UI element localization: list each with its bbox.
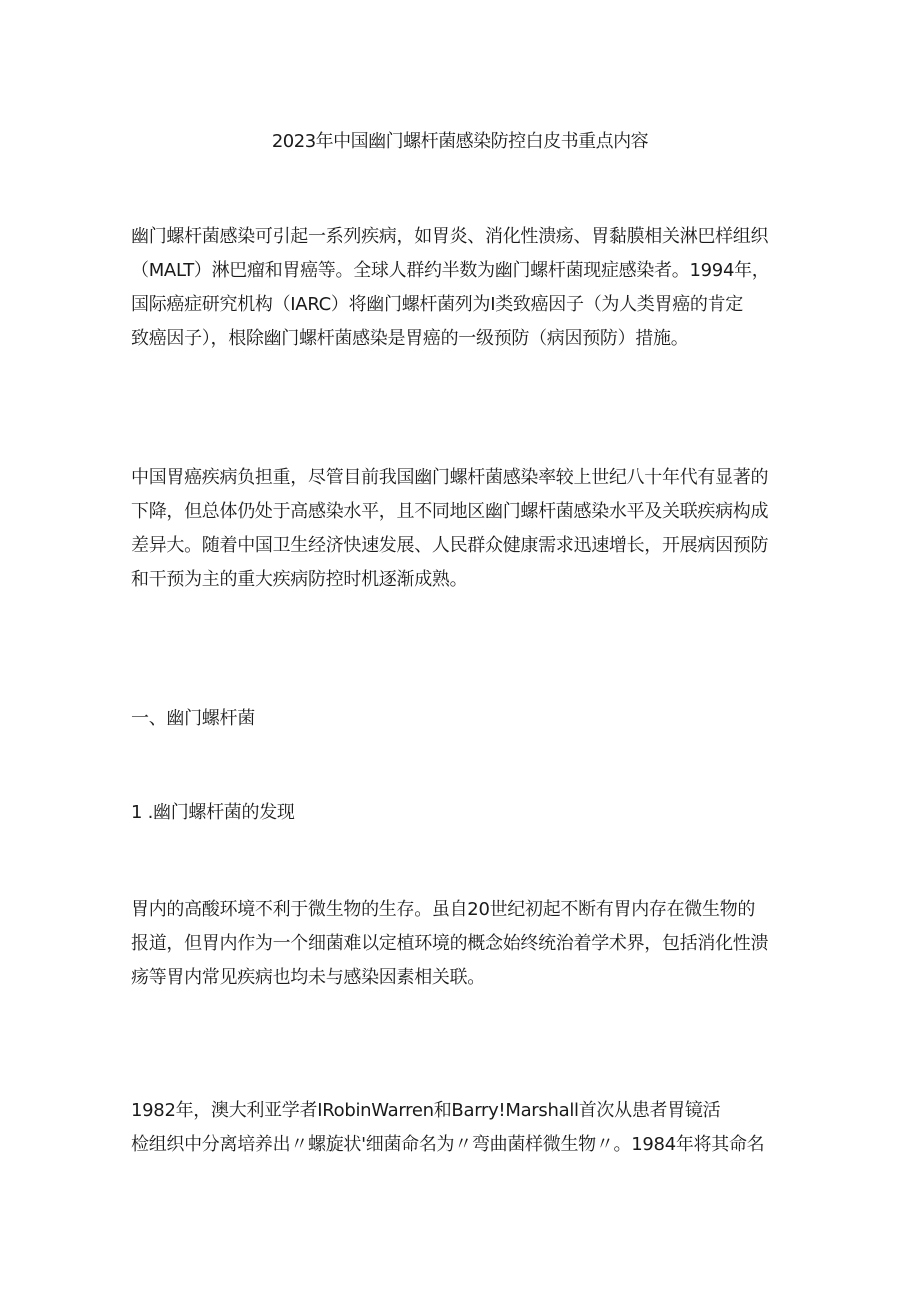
paragraph-line: 幽门螺杆菌感染可引起一系列疾病，如胃炎、消化性溃疡、胃黏膜相关淋巴样组织 (131, 226, 769, 247)
paragraph-line: 致癌因子），根除幽门螺杆菌感染是胃癌的一级预防（病因预防）措施。 (131, 328, 689, 349)
paragraph-line: 检组织中分离培养出〃螺旋状'细菌命名为〃弯曲菌样微生物〃。1984年将其命名 (131, 1134, 765, 1155)
subsection-heading: 1 .幽门螺杆菌的发现 (131, 802, 295, 823)
paragraph-intro (131, 220, 803, 356)
paragraph-line: 1982年，澳大利亚学者IRobinWarren和Barry!Marshall首次从患者胃镜活 (131, 1100, 721, 1121)
paragraph-discovery (131, 893, 803, 995)
paragraph-line: 和干预为主的重大疾病防控时机逐渐成熟。 (131, 569, 468, 590)
paragraph-burden (131, 461, 803, 597)
paragraph-line: 报道，但胃内作为一个细菌难以定植环境的概念始终统治着学术界，包括消化性溃 (131, 933, 769, 954)
paragraph-history (131, 1094, 803, 1162)
paragraph-line: 国际癌症研究机构（IARC）将幽门螺杆菌列为I类致癌因子（为人类胃癌的肯定 (131, 294, 744, 315)
paragraph-line: 胃内的高酸环境不利于微生物的生存。虽自20世纪初起不断有胃内存在微生物的 (131, 899, 756, 920)
paragraph-line: 疡等胃内常见疾病也均未与感染因素相关联。 (131, 967, 485, 988)
paragraph-line: 中国胃癌疾病负担重，尽管目前我国幽门螺杆菌感染率较上世纪八十年代有显著的 (131, 467, 769, 488)
document-title: 2023年中国幽门螺杆菌感染防控白皮书重点内容 (271, 131, 649, 152)
paragraph-line: 差异大。随着中国卫生经济快速发展、人民群众健康需求迅速增长，开展病因预防 (131, 535, 769, 556)
section-heading: 一、幽门螺杆菌 (131, 708, 255, 729)
paragraph-line: 下降，但总体仍处于高感染水平，且不同地区幽门螺杆菌感染水平及关联疾病构成 (131, 501, 769, 522)
paragraph-line: （MALT）淋巴瘤和胃癌等。全球人群约半数为幽门螺杆菌现症感染者。1994年， (131, 260, 770, 281)
